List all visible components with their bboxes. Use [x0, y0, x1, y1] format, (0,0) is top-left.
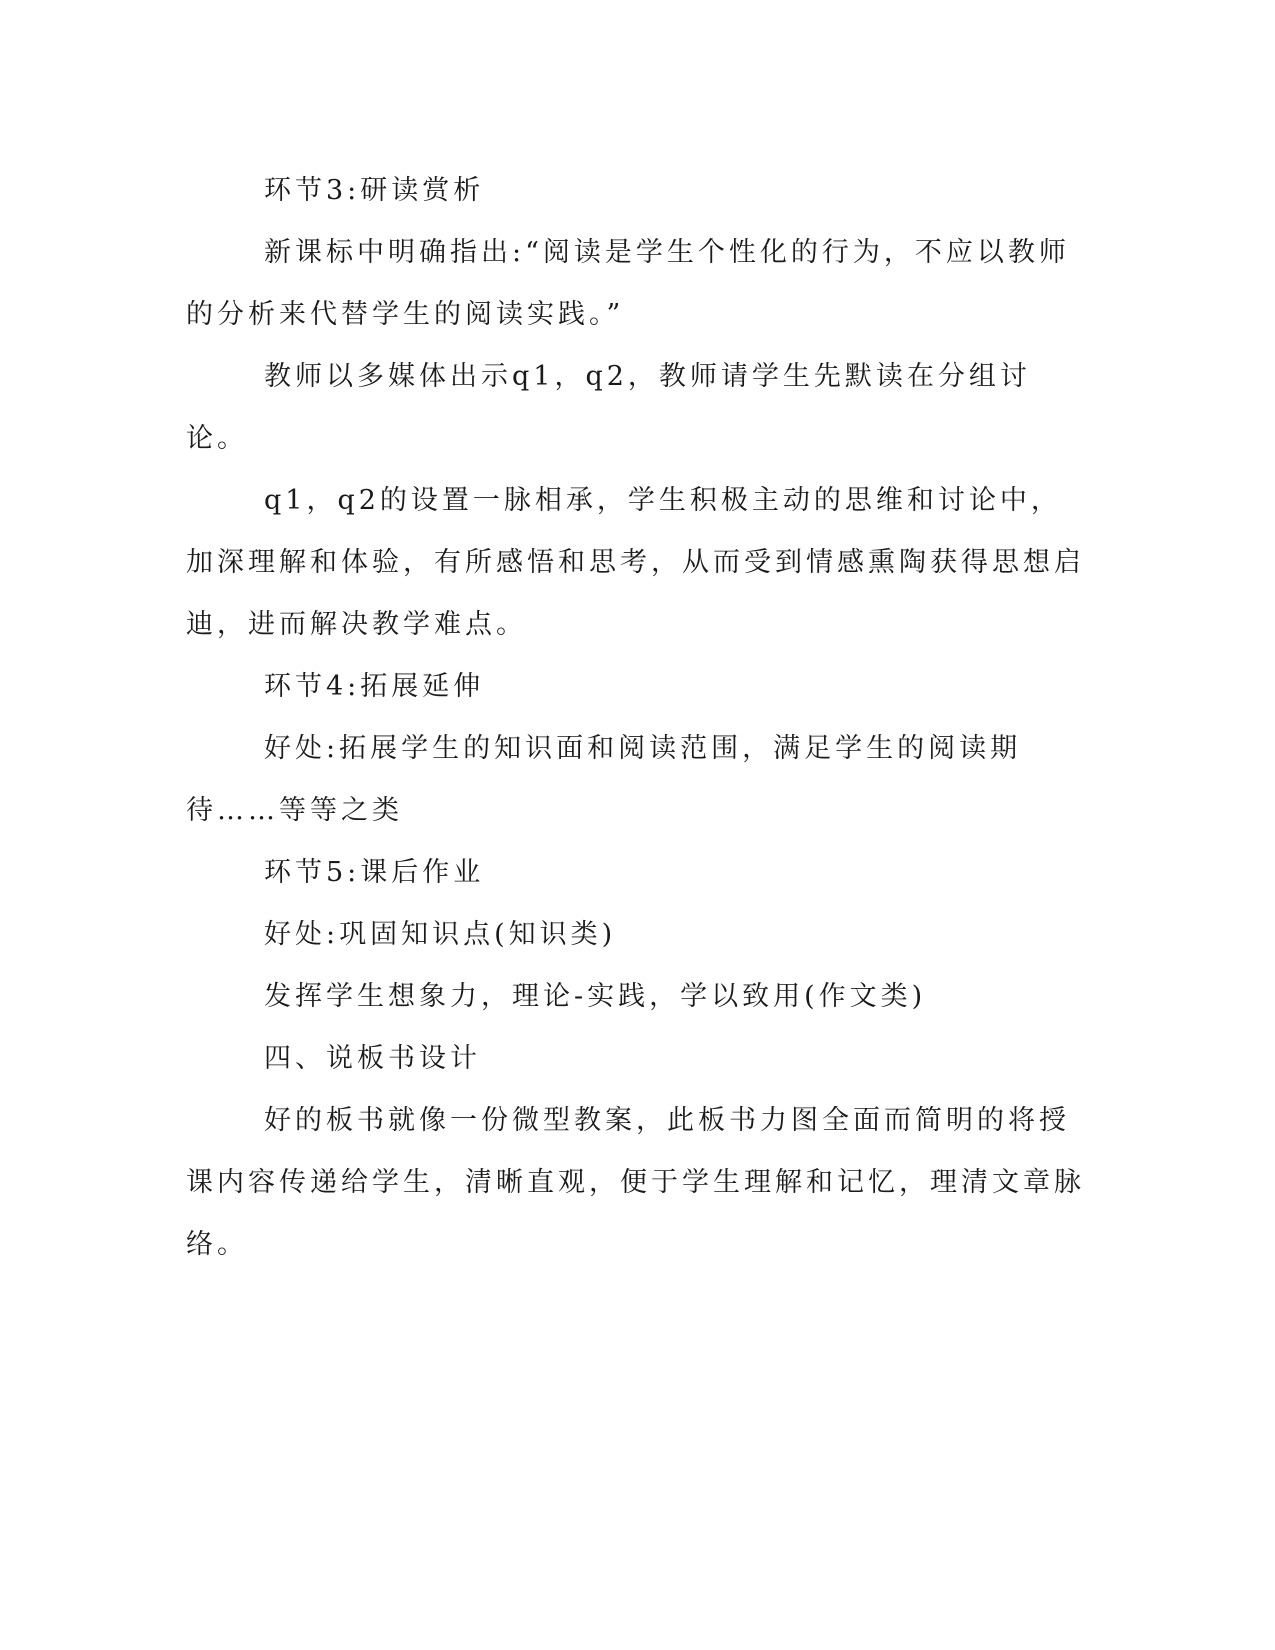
- section-heading-3: 环节3:研读赏析: [264, 175, 485, 206]
- paragraph-extension-benefit: 好处:拓展学生的知识面和阅读范围，满足学生的阅读期待……等等之类: [186, 733, 1022, 826]
- paragraph-homework-benefit: 好处:巩固知识点(知识类): [264, 919, 617, 950]
- document-body: [186, 160, 1086, 1276]
- section-heading-blackboard: 四、说板书设计: [264, 1043, 481, 1074]
- paragraph-curriculum-quote: 新课标中明确指出:“阅读是学生个性化的行为，不应以教师的分析来代替学生的阅读实践。”: [186, 237, 1070, 330]
- paragraph-blackboard-design: 好的板书就像一份微型教案，此板书力图全面而简明的将授课内容传递给学生，清晰直观，便于学生理解和记忆，理清文章脉络。: [186, 1105, 1085, 1260]
- paragraph-imagination: 发挥学生想象力，理论-实践，学以致用(作文类): [264, 981, 927, 1012]
- section-heading-4: 环节4:拓展延伸: [264, 671, 485, 702]
- paragraph-q1-q2: q1，q2的设置一脉相承，学生积极主动的思维和讨论中，加深理解和体验，有所感悟和思考，从而受到情感熏陶获得思想启迪，进而解决教学难点。: [186, 485, 1085, 640]
- paragraph-multimedia: 教师以多媒体出示q1，q2，教师请学生先默读在分组讨论。: [186, 361, 1031, 454]
- section-heading-5: 环节5:课后作业: [264, 857, 485, 888]
